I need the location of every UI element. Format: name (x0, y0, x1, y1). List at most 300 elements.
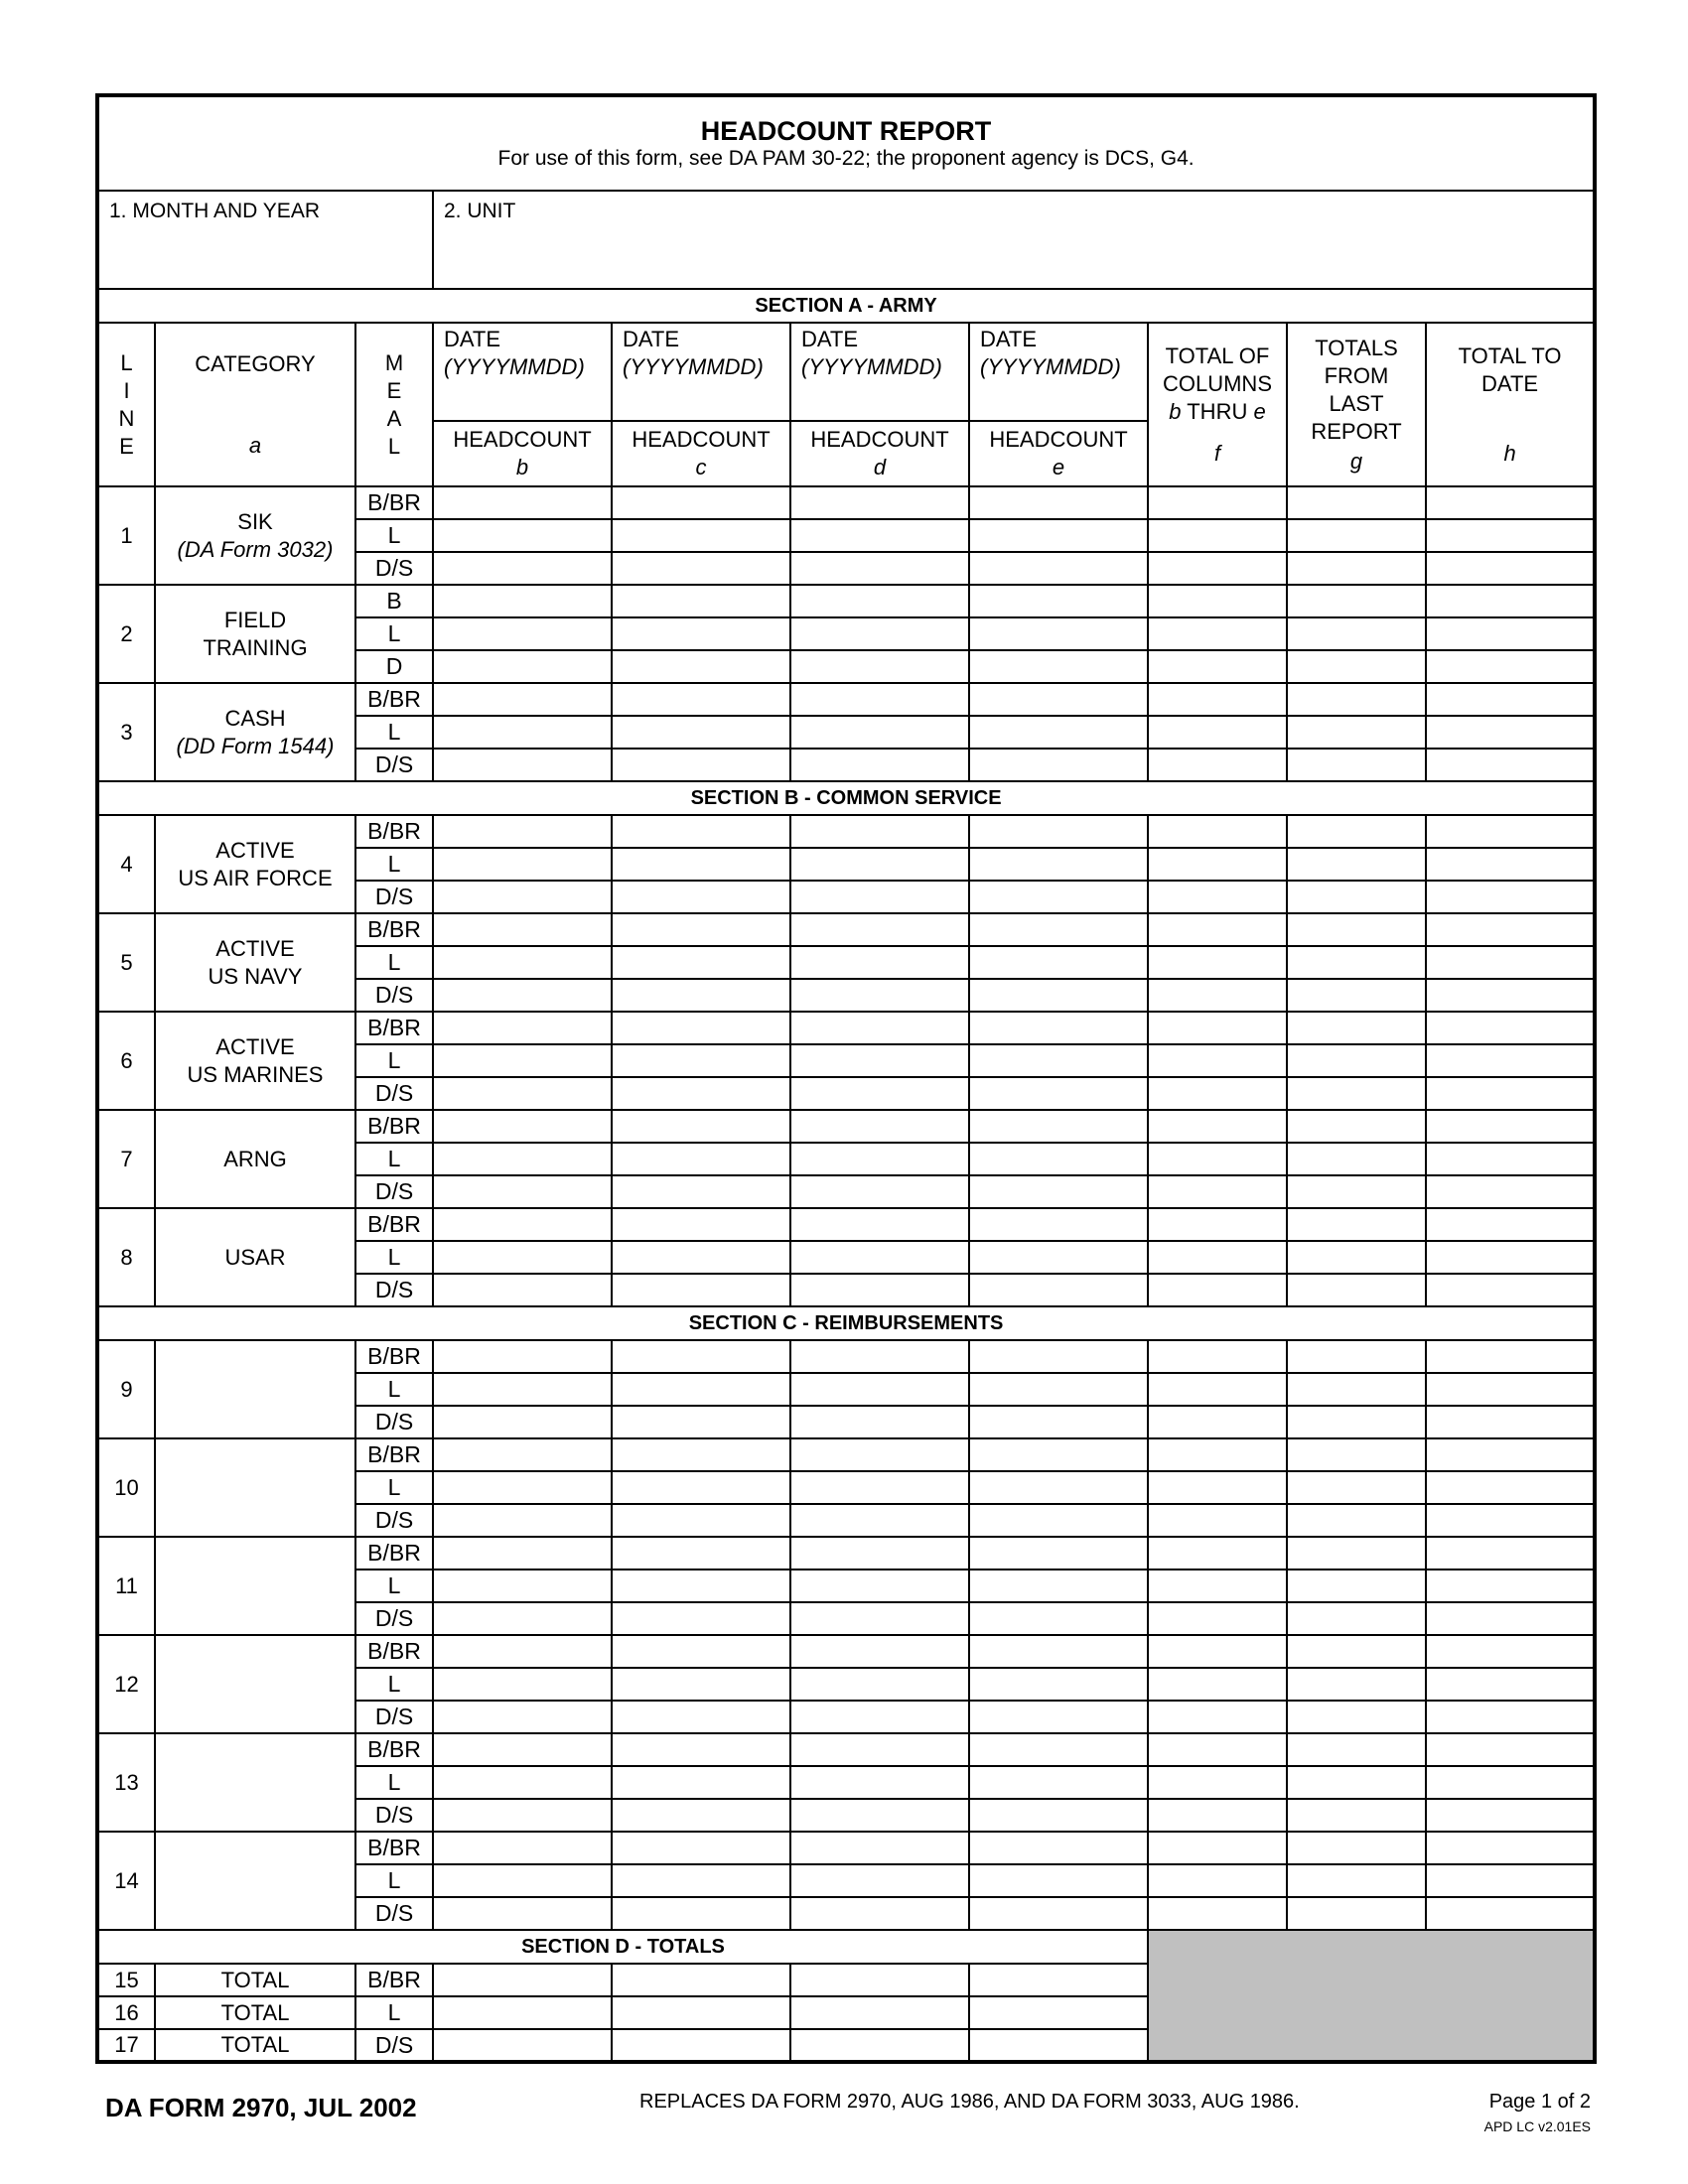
headcount-cell[interactable] (1148, 749, 1287, 781)
headcount-cell[interactable] (1287, 848, 1426, 881)
headcount-cell[interactable] (1426, 617, 1595, 650)
headcount-cell[interactable] (1426, 1208, 1595, 1241)
headcount-cell[interactable] (1426, 1044, 1595, 1077)
headcount-cell[interactable] (1148, 1373, 1287, 1406)
headcount-cell[interactable] (1426, 1406, 1595, 1438)
headcount-cell[interactable] (1426, 1570, 1595, 1602)
headcount-cell[interactable] (969, 1701, 1148, 1733)
headcount-cell[interactable] (790, 1766, 969, 1799)
headcount-cell[interactable] (1148, 617, 1287, 650)
headcount-cell[interactable] (1148, 683, 1287, 716)
total-cell[interactable] (433, 2029, 612, 2062)
headcount-cell[interactable] (433, 749, 612, 781)
headcount-cell[interactable] (433, 1208, 612, 1241)
headcount-cell[interactable] (969, 749, 1148, 781)
headcount-cell[interactable] (433, 1799, 612, 1832)
headcount-cell[interactable] (969, 1668, 1148, 1701)
headcount-cell[interactable] (433, 913, 612, 946)
headcount-cell[interactable] (1148, 1504, 1287, 1537)
total-cell[interactable] (433, 1964, 612, 1996)
headcount-cell[interactable] (790, 1274, 969, 1306)
headcount-cell[interactable] (1148, 1668, 1287, 1701)
headcount-cell[interactable] (433, 617, 612, 650)
total-cell[interactable] (969, 2029, 1148, 2062)
headcount-cell[interactable] (969, 552, 1148, 585)
headcount-cell[interactable] (1148, 1208, 1287, 1241)
headcount-cell[interactable] (1426, 552, 1595, 585)
headcount-cell[interactable] (790, 1635, 969, 1668)
headcount-cell[interactable] (1426, 848, 1595, 881)
headcount-cell[interactable] (1148, 946, 1287, 979)
headcount-cell[interactable] (1148, 486, 1287, 519)
headcount-cell[interactable] (612, 1110, 790, 1143)
headcount-cell[interactable] (1426, 881, 1595, 913)
headcount-cell[interactable] (433, 815, 612, 848)
headcount-cell[interactable] (1426, 1668, 1595, 1701)
headcount-cell[interactable] (1287, 1504, 1426, 1537)
headcount-cell[interactable] (1287, 1832, 1426, 1864)
headcount-cell[interactable] (1426, 1799, 1595, 1832)
headcount-cell[interactable] (969, 1504, 1148, 1537)
headcount-cell[interactable] (790, 1897, 969, 1930)
headcount-cell[interactable] (790, 1044, 969, 1077)
headcount-cell[interactable] (1287, 1799, 1426, 1832)
headcount-cell[interactable] (969, 1438, 1148, 1471)
headcount-cell[interactable] (1287, 913, 1426, 946)
headcount-cell[interactable] (1148, 585, 1287, 617)
headcount-cell[interactable] (1287, 1668, 1426, 1701)
headcount-cell[interactable] (1287, 1077, 1426, 1110)
headcount-cell[interactable] (433, 683, 612, 716)
headcount-cell[interactable] (612, 848, 790, 881)
headcount-cell[interactable] (969, 1274, 1148, 1306)
headcount-cell[interactable] (612, 1175, 790, 1208)
headcount-cell[interactable] (969, 815, 1148, 848)
total-cell[interactable] (790, 1964, 969, 1996)
headcount-cell[interactable] (790, 1340, 969, 1373)
headcount-cell[interactable] (433, 1406, 612, 1438)
headcount-cell[interactable] (1287, 1208, 1426, 1241)
headcount-cell[interactable] (1148, 552, 1287, 585)
headcount-cell[interactable] (790, 848, 969, 881)
month-year-field[interactable] (97, 191, 433, 289)
headcount-cell[interactable] (612, 1274, 790, 1306)
headcount-cell[interactable] (1287, 1635, 1426, 1668)
headcount-cell[interactable] (612, 881, 790, 913)
headcount-cell[interactable] (790, 1733, 969, 1766)
headcount-cell[interactable] (1148, 1537, 1287, 1570)
headcount-cell[interactable] (612, 1766, 790, 1799)
headcount-cell[interactable] (433, 848, 612, 881)
headcount-cell[interactable] (433, 1143, 612, 1175)
headcount-cell[interactable] (969, 1471, 1148, 1504)
headcount-cell[interactable] (1287, 979, 1426, 1012)
headcount-cell[interactable] (1426, 1897, 1595, 1930)
headcount-cell[interactable] (790, 979, 969, 1012)
headcount-cell[interactable] (1287, 683, 1426, 716)
headcount-cell[interactable] (1287, 552, 1426, 585)
headcount-cell[interactable] (1287, 749, 1426, 781)
headcount-cell[interactable] (969, 1537, 1148, 1570)
headcount-cell[interactable] (790, 519, 969, 552)
date-header-c[interactable] (612, 323, 790, 421)
headcount-cell[interactable] (433, 650, 612, 683)
headcount-cell[interactable] (1426, 1766, 1595, 1799)
headcount-cell[interactable] (433, 1471, 612, 1504)
headcount-cell[interactable] (1426, 585, 1595, 617)
headcount-cell[interactable] (1426, 1077, 1595, 1110)
headcount-cell[interactable] (1426, 1537, 1595, 1570)
headcount-cell[interactable] (1148, 1864, 1287, 1897)
headcount-cell[interactable] (790, 1537, 969, 1570)
headcount-cell[interactable] (1148, 848, 1287, 881)
headcount-cell[interactable] (433, 1733, 612, 1766)
headcount-cell[interactable] (1148, 1570, 1287, 1602)
headcount-cell[interactable] (790, 1438, 969, 1471)
headcount-cell[interactable] (969, 1077, 1148, 1110)
headcount-cell[interactable] (1426, 1241, 1595, 1274)
headcount-cell[interactable] (1287, 1471, 1426, 1504)
headcount-cell[interactable] (1148, 1044, 1287, 1077)
headcount-cell[interactable] (433, 1012, 612, 1044)
headcount-cell[interactable] (790, 1668, 969, 1701)
headcount-cell[interactable] (433, 1832, 612, 1864)
headcount-cell[interactable] (612, 1864, 790, 1897)
headcount-cell[interactable] (790, 1373, 969, 1406)
headcount-cell[interactable] (1287, 1438, 1426, 1471)
headcount-cell[interactable] (612, 913, 790, 946)
headcount-cell[interactable] (969, 1241, 1148, 1274)
headcount-cell[interactable] (969, 1799, 1148, 1832)
headcount-cell[interactable] (790, 749, 969, 781)
headcount-cell[interactable] (1287, 617, 1426, 650)
headcount-cell[interactable] (1287, 1602, 1426, 1635)
headcount-cell[interactable] (790, 1175, 969, 1208)
headcount-cell[interactable] (433, 585, 612, 617)
headcount-cell[interactable] (790, 1077, 969, 1110)
headcount-cell[interactable] (1426, 1701, 1595, 1733)
headcount-cell[interactable] (969, 848, 1148, 881)
headcount-cell[interactable] (969, 1733, 1148, 1766)
headcount-cell[interactable] (969, 1175, 1148, 1208)
headcount-cell[interactable] (612, 1701, 790, 1733)
headcount-cell[interactable] (969, 1832, 1148, 1864)
headcount-cell[interactable] (1426, 1438, 1595, 1471)
headcount-cell[interactable] (433, 1668, 612, 1701)
headcount-cell[interactable] (969, 1143, 1148, 1175)
date-header-d[interactable] (790, 323, 969, 421)
headcount-cell[interactable] (1426, 1012, 1595, 1044)
headcount-cell[interactable] (433, 1110, 612, 1143)
headcount-cell[interactable] (1148, 1077, 1287, 1110)
headcount-cell[interactable] (612, 486, 790, 519)
headcount-cell[interactable] (1287, 1570, 1426, 1602)
headcount-cell[interactable] (790, 1864, 969, 1897)
headcount-cell[interactable] (612, 585, 790, 617)
headcount-cell[interactable] (1148, 1143, 1287, 1175)
headcount-cell[interactable] (1287, 1110, 1426, 1143)
headcount-cell[interactable] (612, 1799, 790, 1832)
headcount-cell[interactable] (1148, 1110, 1287, 1143)
headcount-cell[interactable] (1426, 1832, 1595, 1864)
headcount-cell[interactable] (1287, 650, 1426, 683)
headcount-cell[interactable] (612, 1373, 790, 1406)
headcount-cell[interactable] (1148, 1832, 1287, 1864)
headcount-cell[interactable] (1287, 1274, 1426, 1306)
headcount-cell[interactable] (969, 519, 1148, 552)
headcount-cell[interactable] (1426, 1143, 1595, 1175)
headcount-cell[interactable] (969, 1766, 1148, 1799)
headcount-cell[interactable] (1148, 1406, 1287, 1438)
headcount-cell[interactable] (433, 1766, 612, 1799)
headcount-cell[interactable] (790, 1602, 969, 1635)
headcount-cell[interactable] (1426, 913, 1595, 946)
headcount-cell[interactable] (1426, 1864, 1595, 1897)
headcount-cell[interactable] (790, 552, 969, 585)
headcount-cell[interactable] (612, 1438, 790, 1471)
headcount-cell[interactable] (1148, 1175, 1287, 1208)
headcount-cell[interactable] (433, 1537, 612, 1570)
total-cell[interactable] (612, 2029, 790, 2062)
headcount-cell[interactable] (790, 716, 969, 749)
headcount-cell[interactable] (790, 1832, 969, 1864)
headcount-cell[interactable] (1287, 585, 1426, 617)
headcount-cell[interactable] (612, 1570, 790, 1602)
headcount-cell[interactable] (612, 683, 790, 716)
headcount-cell[interactable] (612, 1077, 790, 1110)
headcount-cell[interactable] (790, 1504, 969, 1537)
headcount-cell[interactable] (790, 650, 969, 683)
headcount-cell[interactable] (969, 1570, 1148, 1602)
headcount-cell[interactable] (790, 881, 969, 913)
headcount-cell[interactable] (612, 815, 790, 848)
headcount-cell[interactable] (790, 815, 969, 848)
headcount-cell[interactable] (1287, 519, 1426, 552)
headcount-cell[interactable] (969, 1406, 1148, 1438)
headcount-cell[interactable] (1148, 815, 1287, 848)
headcount-cell[interactable] (1287, 1044, 1426, 1077)
headcount-cell[interactable] (969, 1340, 1148, 1373)
headcount-cell[interactable] (612, 1733, 790, 1766)
headcount-cell[interactable] (1287, 1143, 1426, 1175)
headcount-cell[interactable] (1426, 1635, 1595, 1668)
headcount-cell[interactable] (1426, 946, 1595, 979)
headcount-cell[interactable] (612, 1635, 790, 1668)
headcount-cell[interactable] (612, 946, 790, 979)
total-cell[interactable] (612, 1964, 790, 1996)
headcount-cell[interactable] (790, 1570, 969, 1602)
headcount-cell[interactable] (1148, 1897, 1287, 1930)
total-cell[interactable] (969, 1964, 1148, 1996)
headcount-cell[interactable] (1148, 1012, 1287, 1044)
headcount-cell[interactable] (1287, 1175, 1426, 1208)
headcount-cell[interactable] (433, 946, 612, 979)
headcount-cell[interactable] (969, 716, 1148, 749)
headcount-cell[interactable] (1426, 486, 1595, 519)
headcount-cell[interactable] (612, 519, 790, 552)
headcount-cell[interactable] (612, 1537, 790, 1570)
headcount-cell[interactable] (790, 1110, 969, 1143)
headcount-cell[interactable] (790, 913, 969, 946)
headcount-cell[interactable] (433, 1241, 612, 1274)
headcount-cell[interactable] (1426, 979, 1595, 1012)
headcount-cell[interactable] (1148, 1766, 1287, 1799)
headcount-cell[interactable] (433, 1504, 612, 1537)
headcount-cell[interactable] (1426, 1373, 1595, 1406)
headcount-cell[interactable] (1287, 1701, 1426, 1733)
headcount-cell[interactable] (790, 683, 969, 716)
headcount-cell[interactable] (969, 1044, 1148, 1077)
headcount-cell[interactable] (612, 1602, 790, 1635)
total-cell[interactable] (612, 1996, 790, 2029)
headcount-cell[interactable] (790, 946, 969, 979)
unit-field[interactable] (433, 191, 1595, 289)
headcount-cell[interactable] (1426, 815, 1595, 848)
headcount-cell[interactable] (433, 1701, 612, 1733)
headcount-cell[interactable] (433, 1570, 612, 1602)
headcount-cell[interactable] (1148, 1635, 1287, 1668)
headcount-cell[interactable] (1148, 1701, 1287, 1733)
headcount-cell[interactable] (1148, 1340, 1287, 1373)
headcount-cell[interactable] (969, 979, 1148, 1012)
headcount-cell[interactable] (1148, 1602, 1287, 1635)
headcount-cell[interactable] (433, 1340, 612, 1373)
headcount-cell[interactable] (1148, 1274, 1287, 1306)
headcount-cell[interactable] (1426, 716, 1595, 749)
headcount-cell[interactable] (1287, 1766, 1426, 1799)
headcount-cell[interactable] (1287, 1864, 1426, 1897)
headcount-cell[interactable] (1148, 1799, 1287, 1832)
headcount-cell[interactable] (612, 552, 790, 585)
headcount-cell[interactable] (1148, 519, 1287, 552)
headcount-cell[interactable] (612, 1012, 790, 1044)
headcount-cell[interactable] (790, 1208, 969, 1241)
headcount-cell[interactable] (612, 979, 790, 1012)
headcount-cell[interactable] (1287, 1241, 1426, 1274)
headcount-cell[interactable] (612, 1897, 790, 1930)
date-header-e[interactable] (969, 323, 1148, 421)
headcount-cell[interactable] (433, 486, 612, 519)
headcount-cell[interactable] (1426, 1504, 1595, 1537)
headcount-cell[interactable] (433, 1175, 612, 1208)
headcount-cell[interactable] (433, 1044, 612, 1077)
total-cell[interactable] (969, 1996, 1148, 2029)
headcount-cell[interactable] (969, 617, 1148, 650)
headcount-cell[interactable] (1287, 1373, 1426, 1406)
headcount-cell[interactable] (969, 585, 1148, 617)
headcount-cell[interactable] (612, 1504, 790, 1537)
headcount-cell[interactable] (1426, 683, 1595, 716)
headcount-cell[interactable] (612, 1832, 790, 1864)
headcount-cell[interactable] (1426, 1340, 1595, 1373)
headcount-cell[interactable] (1426, 1471, 1595, 1504)
date-header-b[interactable] (433, 323, 612, 421)
headcount-cell[interactable] (1287, 1537, 1426, 1570)
headcount-cell[interactable] (433, 1897, 612, 1930)
headcount-cell[interactable] (969, 1602, 1148, 1635)
headcount-cell[interactable] (969, 1110, 1148, 1143)
headcount-cell[interactable] (790, 1012, 969, 1044)
headcount-cell[interactable] (433, 716, 612, 749)
headcount-cell[interactable] (1426, 1602, 1595, 1635)
headcount-cell[interactable] (969, 1635, 1148, 1668)
headcount-cell[interactable] (1426, 1175, 1595, 1208)
headcount-cell[interactable] (433, 1864, 612, 1897)
headcount-cell[interactable] (790, 1701, 969, 1733)
headcount-cell[interactable] (433, 1635, 612, 1668)
headcount-cell[interactable] (433, 1438, 612, 1471)
headcount-cell[interactable] (1148, 650, 1287, 683)
headcount-cell[interactable] (790, 1143, 969, 1175)
headcount-cell[interactable] (433, 1602, 612, 1635)
headcount-cell[interactable] (612, 1044, 790, 1077)
headcount-cell[interactable] (612, 617, 790, 650)
headcount-cell[interactable] (790, 1471, 969, 1504)
headcount-cell[interactable] (1148, 881, 1287, 913)
headcount-cell[interactable] (1287, 881, 1426, 913)
headcount-cell[interactable] (612, 1241, 790, 1274)
headcount-cell[interactable] (1148, 716, 1287, 749)
headcount-cell[interactable] (969, 1864, 1148, 1897)
headcount-cell[interactable] (969, 1208, 1148, 1241)
headcount-cell[interactable] (433, 1373, 612, 1406)
headcount-cell[interactable] (1287, 1012, 1426, 1044)
headcount-cell[interactable] (1287, 486, 1426, 519)
headcount-cell[interactable] (1426, 1733, 1595, 1766)
headcount-cell[interactable] (433, 519, 612, 552)
headcount-cell[interactable] (1148, 1241, 1287, 1274)
headcount-cell[interactable] (612, 1208, 790, 1241)
headcount-cell[interactable] (1287, 1406, 1426, 1438)
headcount-cell[interactable] (1287, 946, 1426, 979)
headcount-cell[interactable] (1287, 1733, 1426, 1766)
headcount-cell[interactable] (1287, 1897, 1426, 1930)
headcount-cell[interactable] (612, 1406, 790, 1438)
headcount-cell[interactable] (433, 1077, 612, 1110)
headcount-cell[interactable] (969, 881, 1148, 913)
headcount-cell[interactable] (433, 552, 612, 585)
headcount-cell[interactable] (1287, 1340, 1426, 1373)
headcount-cell[interactable] (433, 881, 612, 913)
headcount-cell[interactable] (1426, 749, 1595, 781)
headcount-cell[interactable] (1426, 1110, 1595, 1143)
headcount-cell[interactable] (612, 749, 790, 781)
headcount-cell[interactable] (790, 1406, 969, 1438)
headcount-cell[interactable] (1426, 1274, 1595, 1306)
headcount-cell[interactable] (612, 650, 790, 683)
headcount-cell[interactable] (1148, 1438, 1287, 1471)
headcount-cell[interactable] (1148, 913, 1287, 946)
headcount-cell[interactable] (969, 486, 1148, 519)
headcount-cell[interactable] (790, 1799, 969, 1832)
headcount-cell[interactable] (790, 486, 969, 519)
headcount-cell[interactable] (1287, 716, 1426, 749)
headcount-cell[interactable] (969, 1012, 1148, 1044)
headcount-cell[interactable] (790, 1241, 969, 1274)
headcount-cell[interactable] (612, 1668, 790, 1701)
headcount-cell[interactable] (1148, 1471, 1287, 1504)
headcount-cell[interactable] (790, 617, 969, 650)
headcount-cell[interactable] (612, 716, 790, 749)
headcount-cell[interactable] (1287, 815, 1426, 848)
headcount-cell[interactable] (969, 946, 1148, 979)
headcount-cell[interactable] (612, 1143, 790, 1175)
headcount-cell[interactable] (969, 1373, 1148, 1406)
headcount-cell[interactable] (433, 979, 612, 1012)
headcount-cell[interactable] (1148, 979, 1287, 1012)
total-cell[interactable] (790, 2029, 969, 2062)
total-cell[interactable] (433, 1996, 612, 2029)
